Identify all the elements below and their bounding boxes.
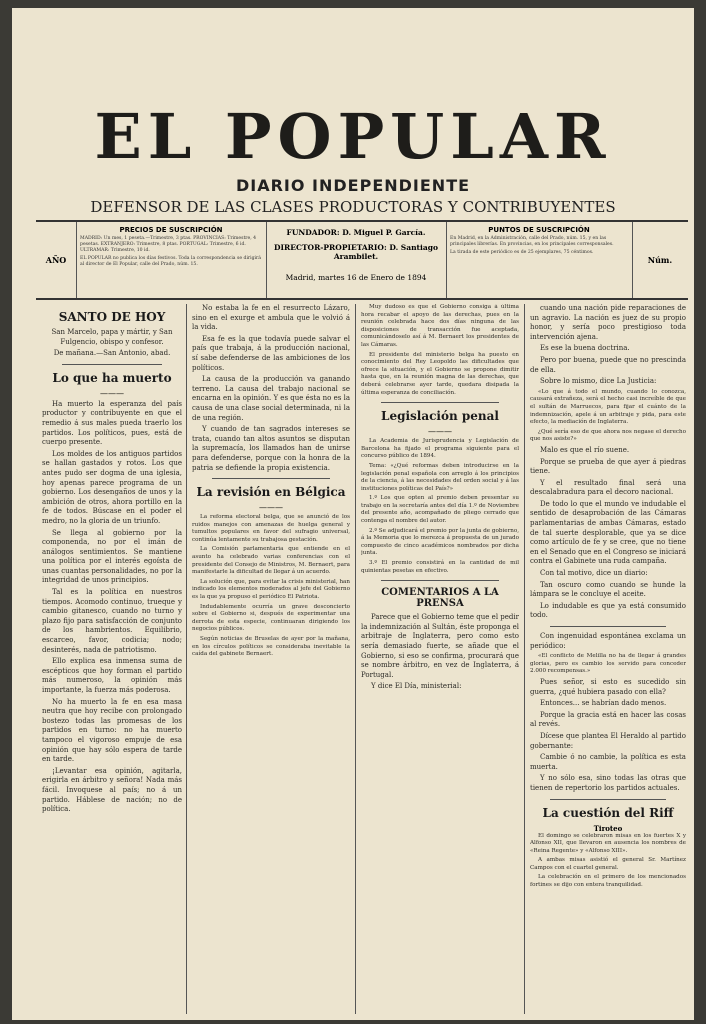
founder-line: FUNDADOR: D. Miguel P. García. [286,228,426,237]
saints-section [42,310,182,359]
paragraph: Malo es que el río suene. [540,445,630,454]
paragraph: A ambas misas asistió el general Sr. Martínez Campos con el cuartel general. [530,857,686,871]
founder-cell [266,222,447,298]
column-2: No estaba la fe en el resurrecto Lázaro, sino en el exurge et ambula que le volvió á la vida. Esa fe es la que todavía puede salvar el país que trabaja, á la producción nacional, sí sabe defenderse de las ambiciones de los políticos. La causa de la producción va ganando terreno. La causa del trabajo nacional se encarna en la opinión. Y es que ésta no es la causa de una clase social determinada, ni la de una región. Y cuando de tan sagrados intereses se trata, cuando tan altos asuntos se disputan la supremacía, los llamados han de unirse para defenderse, porque con la honra de la patria se defiende la propia existencia. La revisión en Bélgica ——— La reforma electoral belga, que se anunció de los ruidos manejos con amenazas de huelga general y tumultos populares en favor del sufragio universal, continúa lentamente su trabajosa gestación. La Comisión parlamentaria que entiende en el asunto ha celebrado varias conferencias con el presidente del Consejo de Ministros, M. Bernaert, para manifestarle la dificultad de llegar á un acuerdo. La solución que, para evitar la crisis ministerial, han indicado los elementos moderados al jefe del Gobierno es la que ya propuso el periódico El Patriota. Indudablemente ocurría un grave desconcierto sobre el Gobierno si, después de experimentar una derrota de esta especie, continuaran dirigiendo los negocios públicos. Según noticias de Bruselas de ayer por la mañana, en los círculos políticos se consideraba inevitable la caída del gabinete Bernaert. [192,304,350,658]
paragraph: Pues señor, si esto es sucedido sin guerra, ¿qué hubiera pasado con ella? [530,677,686,696]
paragraph: Y cuando de tan sagrados intereses se trata, cuando tan altos asuntos se disputan la supremacía, los llamados han de unirse para defenderse, porque con la honra de la patria se defiende la propia existencia. [192,425,350,472]
paragraph: Con tal motivo, dice un diario: [540,569,648,578]
paragraph: 3.º El premio consistirá en la cantidad de mil quinientas pesetas en efectivo. [361,560,519,574]
paragraph: Se llega al gobierno por la componenda, no por el imán de análogos sentimientos. Se mantiene una política por el interés egoísta de unas cuantas personalidades, no por la integridad de unos principios. [42,528,182,585]
saints-line: San Marcelo, papa y mártir, y San Fulgencio, obispo y confesor. [51,328,173,346]
column-4 [530,304,686,1014]
points-note: La tirada de este periódico es de 25 ejemplares, 75 céntimos. [450,250,594,255]
column-1: SANTO DE HOY San Marcelo, papa y mártir, y San Fulgencio, obispo y confesor. De mañana.—San Antonio, abad. Lo que ha muerto ——— Ha muerto la esperanza del país productor y contribuyente en que el remedio á sus males pueda traerlo los partidos. Los políticos, pues, está de cuerpo presente. Los moldes de los antiguos partidos se hallan gastados y rotos. Los que antes pudo ser dogma de una iglesia, hoy apenas parece programa de un gobierno. Los desengaños de unos y la ambición de otros, ahora portillo en la fe de todos. Búscase en el poder el medro, no la gloria de un triunfo. Se llega al gobierno por la componenda, no por el imán de análogos sentimientos. Se mantiene una política por el interés egoísta de unas cuantas personalidades, no por la integridad de unos principios. Tal es la política en nuestros tiempos. Acomodo continuo, trueque y cambio gitanesco, cuando no turno y plazo fijo para satisfacción de conjunto de los hambrientos. Equilibrio, escarceo, favor, codicia; nodo; desinterés, nada de patriotismo. Ello explica esa inmensa suma de escépticos que hoy forman el partido más numeroso, la opinión más importante, la fuerza más poderosa. No ha muerto la fe en esa masa neutra que hoy recibe con prolongado bostezo todas las promesas de los partidos en turno: no ha muerto tampoco el vigoroso empuje de esa opinión que hay sólo espera de tarde en tarde. ¡Levantar esa opinión, agitarla, erigirla en árbitro y señora! Nada más fácil. Invoquese al país; no á un partido. Háblese de nación; no de política. [42,310,182,814]
article-title: La cuestión del Riff [542,805,674,820]
paragraph: Y no sólo esa, sino todas las otras que tienen de repertorio los partidos actuales. [530,774,686,792]
paragraph: La celebración en el primero de los mencionados fortines se dijo con entera tranquilidad. [530,874,686,889]
paragraph: ¿Qué sería eso de que ahora nos negase el derecho que nos asiste?» [530,428,686,443]
paragraph: Porque la gracia está en hacer las cosas al revés. [530,710,686,729]
paragraph: Ello explica esa inmensa suma de escépticos que hoy forman el partido más numeroso, la opinión más importante, la fuerza más poderosa. [42,657,182,694]
paragraph: La Comisión parlamentaria que entiende en el asunto ha celebrado varias conferencias con el presidente del Consejo de Ministros, M. Bernaert, para manifestarle la dificultad de llegar á un acuerdo. [192,546,350,576]
paragraph: Con ingenuidad espontánea exclama un periódico: [530,632,686,650]
paragraph: Lo indudable es que ya está consumido todo. [530,601,686,620]
paragraph: Muy dudoso es que el Gobierno consiga á última hora recabar el apoyo de las derechas, pues en la reunión celebrada hace dos días ninguna de las disposiciones de transacción fue aceptada, comunicándoselo así á M. Bernaert los presidentes de las Cámaras. [361,304,519,348]
points-text: En Madrid, en la Administración, calle del Prado, núm. 15, y en las principales librerías. En provincias, en los principales corresponsales. [450,236,614,247]
paragraph: No estaba la fe en el resurrecto Lázaro, sino en el exurge et ambula que le volvió á la vida. [192,304,350,332]
paragraph: «El conflicto de Melilla no ha de llegar á grandes glorias, pero es cambio los servido para conceder 2.000 recompensas.» [530,653,686,675]
paragraph: El presidente del ministerio belga ha puesto en conocimiento del Rey Leopoldo las dificultades que ofrece la situación, y el Gobierno se propone dimitir hasta que, en la reunión magna de las derechas, que deberá celebrarse ayer tarde, quedara disipada la última esperanza de conciliación. [361,351,519,396]
paragraph: ¡Levantar esa opinión, agitarla, erigirla en árbitro y señora! Nada más fácil. Invoquese al país; no á un partido. Háblese de nación; no de política. [42,766,182,814]
year-cell [36,222,77,298]
article-title: Legislación penal [381,409,499,424]
masthead-subtitle: DIARIO INDEPENDIENTE [235,176,471,195]
paragraph: Esa fe es la que todavía puede salvar el país que trabaja, á la producción nacional, sí sabe defenderse de las ambiciones de los políticos. [192,334,350,372]
paragraph: La solución que, para evitar la crisis ministerial, han indicado los elementos moderados al jefe del Gobierno es la que ya propuso el periódico El Patriota. [192,578,350,601]
dateline: Madrid, martes 16 de Enero de 1894 [285,273,427,282]
paragraph: Pero por buena, puede que no prescinda de ella. [530,355,686,374]
subscription-prices [76,222,267,298]
paragraph: La causa de la producción va ganando terreno. La causa del trabajo nacional se encarna en la opinión. Y es que ésta no es la causa de una clase social determinada, ni la de una región. [192,375,350,422]
paragraph: Tema: «¿Qué reformas deben introducirse en la legislación penal española con arreglo á los principios de la ciencia, á las necesidades del orden social y á las instituciones políticas del País?» [361,462,519,492]
article-title: La revisión en Bélgica [196,485,346,500]
paragraph: Cambie ó no cambie, la política es esta muerta. [530,753,686,771]
subs-note: EL POPULAR no publica los días festivos. Toda la correspondencia se dirigirá al director de El Popular, calle del Prado, núm. 15. [80,256,261,267]
paragraph: «Lo que á todo el mundo, cuando lo conozca, causará extrañeza, será el hecho casi increíble de que el sultán de Marruecos, para fijar el cuánto de la indemnización, apele á un arbitraje y pida, para este efecto, la mediación de Inglaterra. [530,388,686,426]
paragraph: El domingo se celebraron misas en los fuertes X y Alfonso XII, que llevaron en ausencia los nombres de «Reina Regente» y «Alfonso XIII». [530,832,686,854]
paragraph: La Academia de Jurisprudencia y Legislación de Barcelona ha fijado el programa siguiente para el concurso público de 1894. [361,438,519,460]
masthead-tagline: DEFENSOR DE LAS CLASES PRODUCTORAS Y CONTRIBUYENTES [90,198,616,216]
saints-title: SANTO DE HOY [58,310,166,324]
info-band [36,220,688,300]
paragraph: Los moldes de los antiguos partidos se hallan gastados y rotos. Los que antes pudo ser dogma de una iglesia, hoy apenas parece programa de un gobierno. Los desengaños de unos y la ambición de otros, ahora portillo en la fe de todos. Búscase en el poder el medro, no la gloria de un triunfo. [42,449,182,525]
points-title: PUNTOS DE SUSCRIPCIÓN [488,226,590,234]
paragraph: De todo lo que el mundo ve indudable el sentido de desaprobación de las Cámaras parlamentarias de ambas Cámaras, estado de tal suerte desplorable, que ya se dice como artículo de fe y se cree, que no tiene en el Senado que en el Congreso se iniciará contra el Gabinete una ruda campaña. [530,499,686,566]
paragraph: Parece que el Gobierno teme que el pedir la indemnización al Sultán, éste proponga el arbitraje de Inglaterra, pero como esto sería demasiado fuerte, se añade que el Gobierno, si eso se confirma, procurará que se nombre árbitro, en vez de Inglaterra, á Portugal. [361,613,519,679]
saints-line: De mañana.—San Antonio, abad. [53,349,171,358]
paragraph: Tal es la política en nuestros tiempos. Acomodo continuo, trueque y cambio gitanesco, cuando no turno y plazo fijo para satisfacción de conjunto de los hambrientos. Equilibrio, escarceo, favor, codicia; nodo; desinterés, nada de patriotismo. [42,588,182,654]
newspaper-page [12,8,694,1020]
article-title: Lo que ha muerto [52,370,172,385]
paragraph: Según noticias de Bruselas de ayer por la mañana, en los círculos políticos se consideraba inevitable la caída del gabinete Bernaert. [192,636,350,658]
paragraph: Indudablemente ocurría un grave desconcierto sobre el Gobierno si, después de experimentar una derrota de esta especie, continuaran dirigiendo los negocios públicos. [192,603,350,633]
paragraph: Ha muerto la esperanza del país productor y contribuyente en que el remedio á sus males pueda traerlo los partidos. Los políticos, pues, está de cuerpo presente. [42,399,182,447]
paragraph: Sobre lo mismo, dice La Justicia: [540,377,657,386]
paragraph: Y el resultado final será una descalabradura para el decoro nacional. [530,478,686,497]
paragraph: Y dice El Día, ministerial: [371,682,462,691]
paragraph: 1.º Los que opten al premio deben presentar su trabajo en la secretaría antes del día 1.º de Noviembre del presente año, acompañado de pliego cerrado que contenga el nombre del autor. [361,495,519,525]
paragraph: Es ese la buena doctrina. [540,344,630,353]
paragraph: Entonces... se habrían dado menos. [540,699,667,708]
subs-text: MADRID: Un mes, 1 peseta.—Trimestre, 3 ptas. PROVINCIAS: Trimestre, 4 pesetas. EXTRANJERO: Trimestre, 8 ptas. PORTUGAL: Trimestre, 6 id. ULTRAMAR: Trimestre, 10 id. [80,236,257,253]
column-3: Muy dudoso es que el Gobierno consiga á última hora recabar el apoyo de las derechas, pues en la reunión celebrada hace dos días ninguna de las disposiciones de transacción fue aceptada, comunicándoselo así á M. Bernaert los presidentes de las Cámaras. El presidente del ministerio belga ha puesto en conocimiento del Rey Leopoldo las dificultades que ofrece la situación, y el Gobierno se propone dimitir hasta que, en la reunión magna de las derechas, que deberá celebrarse ayer tarde, quedara disipada la última esperanza de conciliación. Legislación penal ——— La Academia de Jurisprudencia y Legislación de Barcelona ha fijado el programa siguiente para el concurso público de 1894. Tema: «¿Qué reformas deben introducirse en la legislación penal española con arreglo á los principios de la ciencia, á las necesidades del orden social y á las instituciones políticas del País?» 1.º Los que opten al premio deben presentar su trabajo en la secretaría antes del día 1.º de Noviembre del presente año, acompañado de pliego cerrado que contenga el nombre del autor. 2.º Se adjudicará el premio por la junta de gobierno, á la Memoria que lo merezca á propuesta de un jurado compuesto de cinco académicos nombrados por dicha junta. 3.º El premio consistirá en la cantidad de mil quinientas pesetas en efectivo. COMENTARIOS A LA PRENSA Parece que el Gobierno teme que el pedir la indemnización al Sultán, éste proponga el arbitraje de Inglaterra, pero como esto sería demasiado fuerte, se añade que el Gobierno, si eso se confirma, procurará que se nombre árbitro, en vez de Inglaterra, á Portugal. Y dice El Día, ministerial: [361,304,519,691]
paragraph: cuando una nación pide reparaciones de un agravio. La nación es juez de su propio honor, y sería poco prestigioso toda intervención ajena. [530,304,686,341]
subscription-points [446,222,633,298]
issue-number: Núm. [647,255,673,265]
paragraph: Porque se prueba de que ayer á piedras tiene. [530,457,686,476]
subs-title: PRECIOS DE SUSCRIPCIÓN [119,226,223,234]
masthead-title: EL POPULAR [94,100,612,173]
article-title: COMENTARIOS A LA PRENSA [381,587,499,610]
paragraph: No ha muerto la fe en esa masa neutra que hoy recibe con prolongado bostezo todas las promesas de los partidos en turno: no ha muerto tampoco el vigoroso empuje de esa opinión que hay sólo espera de tarde en tarde. [42,697,182,764]
director-line: DIRECTOR-PROPIETARIO: D. Santiago Arambilet. [274,243,438,261]
paragraph: Tan oscuro como cuando se hunde la lámpara se le concluye el aceite. [530,580,686,599]
subhead: Tiroteo [593,823,623,833]
year-label: AÑO [45,255,67,265]
paragraph: Dícese que plantea El Heraldo al partido gobernante: [530,731,686,750]
paragraph: La reforma electoral belga, que se anunció de los ruidos manejos con amenazas de huelga general y tumultos populares en favor del sufragio universal, continúa lentamente su trabajosa gestación. [192,514,350,543]
number-cell [632,222,688,298]
paragraph: 2.º Se adjudicará el premio por la junta de gobierno, á la Memoria que lo merezca á propuesta de un jurado compuesto de cinco académicos nombrados por dicha junta. [361,527,519,557]
